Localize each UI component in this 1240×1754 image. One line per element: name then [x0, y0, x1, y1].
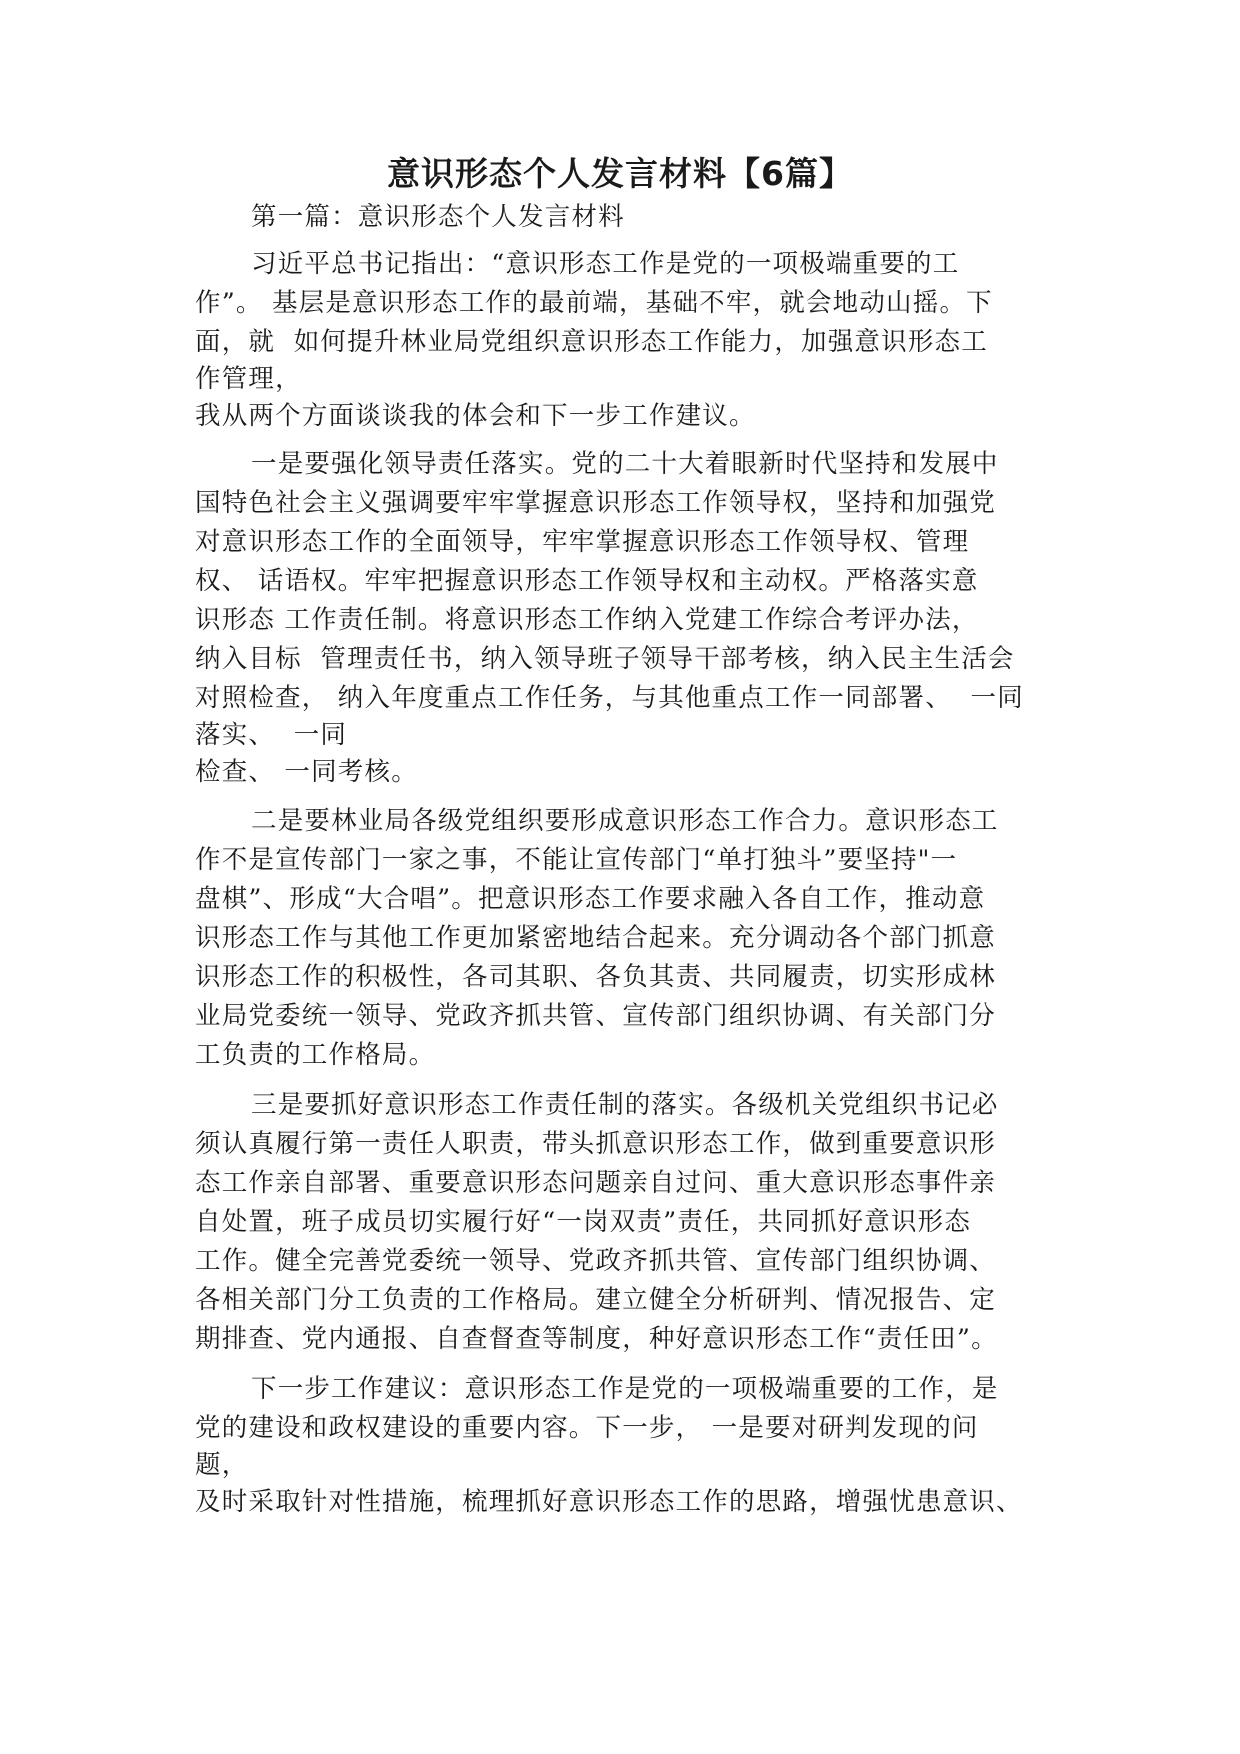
document-title: 意识形态个人发言材料【6篇】	[387, 154, 853, 193]
text-line: 一是要强化领导责任落实。党的二十大着眼新时代坚持和发展中	[251, 449, 999, 479]
text-line: 作管理，	[195, 364, 302, 394]
text-line: 识形态工作的积极性，各司其职、各负其责、共同履责，切实形成林	[195, 962, 997, 992]
text-line: 各相关部门分工负责的工作格局。建立健全分析研判、情况报告、定	[195, 1285, 997, 1315]
text-line: 期排查、党内通报、自查督查等制度，种好意识形态工作“责任田”。	[195, 1324, 998, 1354]
text-line: 检查、 一同考核。	[195, 757, 418, 787]
text-line: 对意识形态工作的全面领导，牢牢掌握意识形态工作领导权、管理	[195, 527, 970, 557]
text-line: 三是要抓好意识形态工作责任制的落实。各级机关党组织书记必	[251, 1090, 999, 1120]
text-line: 工作。健全完善党委统一领导、党政齐抓共管、宣传部门组织协调、	[195, 1246, 997, 1276]
text-line: 题，	[195, 1450, 249, 1480]
text-line: 对照检查， 纳入年度重点工作任务，与其他重点工作一同部署、 一同	[195, 683, 1024, 713]
section-heading: 第一篇：意识形态个人发言材料	[251, 202, 625, 232]
text-line: 我从两个方面谈谈我的体会和下一步工作建议。	[195, 401, 756, 431]
text-line: 落实、 一同	[195, 720, 348, 750]
text-line: 纳入目标 管理责任书，纳入领导班子领导干部考核，纳入民主生活会	[195, 644, 1015, 674]
text-line: 须认真履行第一责任人职责，带头抓意识形态工作，做到重要意识形	[195, 1129, 997, 1159]
text-line: 二是要林业局各级党组织要形成意识形态工作合力。意识形态工	[251, 806, 999, 836]
text-line: 业局党委统一领导、党政齐抓共管、宣传部门组织协调、有关部门分	[195, 1001, 997, 1031]
text-line: 作不是宣传部门一家之事，不能让宣传部门“单打独斗”要坚持"一	[195, 845, 958, 875]
text-line: 及时采取针对性措施，梳理抓好意识形态工作的思路，增强忧患意识、	[195, 1487, 1023, 1517]
text-line: 识形态工作与其他工作更加紧密地结合起来。充分调动各个部门抓意	[195, 923, 997, 953]
text-line: 自处置，班子成员切实履行好“一岗双责”责任，共同抓好意识形态	[195, 1207, 972, 1237]
text-line: 面，就 如何提升林业局党组织意识形态工作能力，加强意识形态工	[195, 327, 988, 357]
text-line: 态工作亲自部署、重要意识形态问题亲自过问、重大意识形态事件亲	[195, 1168, 997, 1198]
text-line: 作”。 基层是意识形态工作的最前端，基础不牢，就会地动山摇。下	[195, 288, 993, 318]
text-line: 工负责的工作格局。	[195, 1040, 436, 1070]
text-line: 识形态 工作责任制。将意识形态工作纳入党建工作综合考评办法，	[195, 605, 979, 635]
text-line: 盘棋”、形成“大合唱”。把意识形态工作要求融入各自工作，推动意	[195, 884, 986, 914]
text-line: 国特色社会主义强调要牢牢掌握意识形态工作领导权，坚持和加强党	[195, 488, 997, 518]
text-line: 党的建设和政权建设的重要内容。下一步， 一是要对研判发现的问	[195, 1413, 979, 1443]
text-line: 下一步工作建议：意识形态工作是党的一项极端重要的工作，是	[251, 1374, 999, 1404]
text-line: 习近平总书记指出：“意识形态工作是党的一项极端重要的工	[251, 249, 960, 279]
text-line: 权、 话语权。牢牢把握意识形态工作领导权和主动权。严格落实意	[195, 566, 979, 596]
